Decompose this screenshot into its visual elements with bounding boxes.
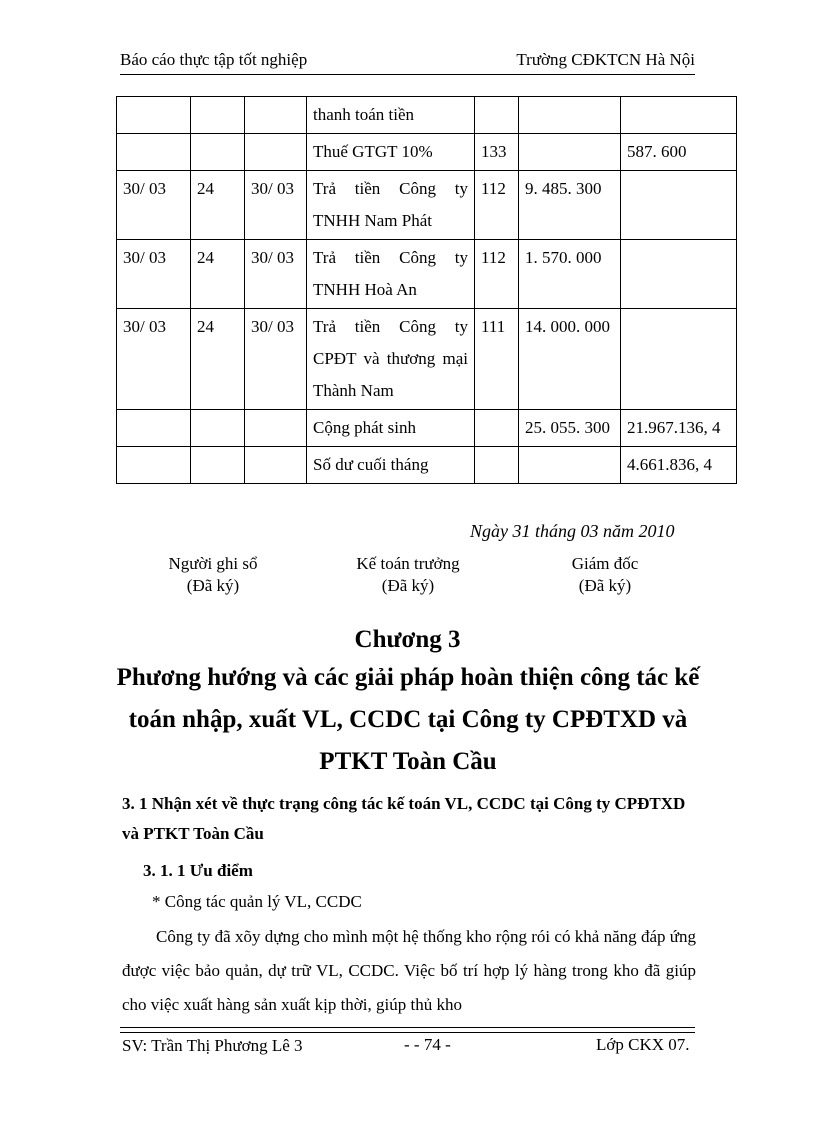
table-cell-credit (621, 171, 737, 240)
table-cell (245, 134, 307, 171)
table-cell-date: 30/ 03 (245, 171, 307, 240)
bullet-text: * Công tác quản lý VL, CCDC (152, 892, 362, 911)
table-cell-account: 112 (475, 240, 519, 309)
table-row (117, 97, 737, 134)
table-cell (117, 410, 191, 447)
table-cell-account (475, 97, 519, 134)
signature-note: (Đã ký) (186, 576, 240, 595)
table-cell-date: 30/ 03 (117, 240, 191, 309)
table-cell-account: 112 (475, 171, 519, 240)
table-cell-description: Số dư cuối tháng (307, 447, 475, 484)
table-cell-date: 30/ 03 (117, 171, 191, 240)
table-cell (117, 447, 191, 484)
signature-block-recorder (148, 553, 278, 597)
body-paragraph: Công ty đã xõy dựng cho mình một hệ thống kho rộng rói có khả năng đáp ứng được việc bảo quản, dự trữ VL, CCDC. Việc bố trí hợp lý hàng trong kho đã giúp cho việc xuất hàng sản xuất kịp thời, giúp thủ kho (122, 927, 696, 1014)
table-row (117, 309, 737, 410)
table-cell (191, 134, 245, 171)
footer-page-number: - - 74 - (404, 1035, 451, 1054)
table-cell (191, 410, 245, 447)
table-cell (117, 97, 191, 134)
signature-role: Kế toán trưởng (356, 554, 460, 573)
header-school-name: Trường CĐKTCN Hà Nội (516, 50, 695, 69)
table-row (117, 447, 737, 484)
table-cell-debit: 9. 485. 300 (519, 171, 621, 240)
table-cell (245, 410, 307, 447)
table-cell-voucher: 24 (191, 171, 245, 240)
table-cell-debit (519, 447, 621, 484)
table-cell-credit (621, 97, 737, 134)
table-cell-account: 111 (475, 309, 519, 410)
table-cell (245, 97, 307, 134)
table-cell-voucher: 24 (191, 240, 245, 309)
table-cell-credit: 4.661.836, 4 (621, 447, 737, 484)
ledger-table (116, 96, 737, 484)
table-cell (117, 134, 191, 171)
table-cell-description: Trả tiền Công ty TNHH Hoà An (307, 240, 475, 309)
table-cell-description: Trả tiền Công ty TNHH Nam Phát (307, 171, 475, 240)
table-cell-description: Trả tiền Công ty CPĐT và thương mại Thành Nam (307, 309, 475, 410)
signature-block-director (540, 553, 670, 597)
footer-class: Lớp CKX 07. (596, 1035, 690, 1054)
table-cell-account (475, 410, 519, 447)
table-cell (245, 447, 307, 484)
table-cell-credit: 21.967.136, 4 (621, 410, 737, 447)
table-cell-account: 133 (475, 134, 519, 171)
table-row (117, 410, 737, 447)
table-cell-voucher: 24 (191, 309, 245, 410)
footer-rule (120, 1027, 695, 1033)
signature-block-chief-accountant (333, 553, 483, 597)
signature-date: Ngày 31 tháng 03 năm 2010 (470, 521, 675, 541)
page-header (120, 48, 695, 75)
table-cell (191, 447, 245, 484)
signature-note: (Đã ký) (381, 576, 435, 595)
signature-role: Người ghi sổ (168, 554, 258, 573)
header-report-title: Báo cáo thực tập tốt nghiệp (120, 50, 308, 69)
signature-note: (Đã ký) (578, 576, 632, 595)
table-row (117, 134, 737, 171)
signature-role: Giám đốc (571, 554, 639, 573)
table-cell-debit (519, 134, 621, 171)
table-row (117, 171, 737, 240)
table-cell (191, 97, 245, 134)
table-cell-date: 30/ 03 (245, 309, 307, 410)
chapter-number: Chương 3 (354, 626, 461, 653)
table-cell-description: thanh toán tiền (307, 97, 475, 134)
table-cell-date: 30/ 03 (117, 309, 191, 410)
subsection-heading: 3. 1. 1 Ưu điểm (143, 861, 253, 880)
table-cell-credit (621, 240, 737, 309)
table-cell-description: Cộng phát sinh (307, 410, 475, 447)
table-cell-debit: 1. 570. 000 (519, 240, 621, 309)
footer-student: SV: Trần Thị Phương Lê 3 (122, 1036, 303, 1055)
table-cell-date: 30/ 03 (245, 240, 307, 309)
table-cell-description: Thuế GTGT 10% (307, 134, 475, 171)
section-heading: 3. 1 Nhận xét về thực trạng công tác kế toán VL, CCDC tại Công ty CPĐTXD và PTKT Toàn Cầu (122, 794, 686, 843)
table-cell-debit: 14. 000. 000 (519, 309, 621, 410)
table-cell-credit (621, 309, 737, 410)
chapter-title: Phương hướng và các giải pháp hoàn thiện công tác kế toán nhập, xuất VL, CCDC tại Công ty CPĐTXD và PTKT Toàn Cầu (116, 664, 700, 775)
table-cell-debit: 25. 055. 300 (519, 410, 621, 447)
table-cell-debit (519, 97, 621, 134)
table-cell-account (475, 447, 519, 484)
table-cell-credit: 587. 600 (621, 134, 737, 171)
table-row (117, 240, 737, 309)
